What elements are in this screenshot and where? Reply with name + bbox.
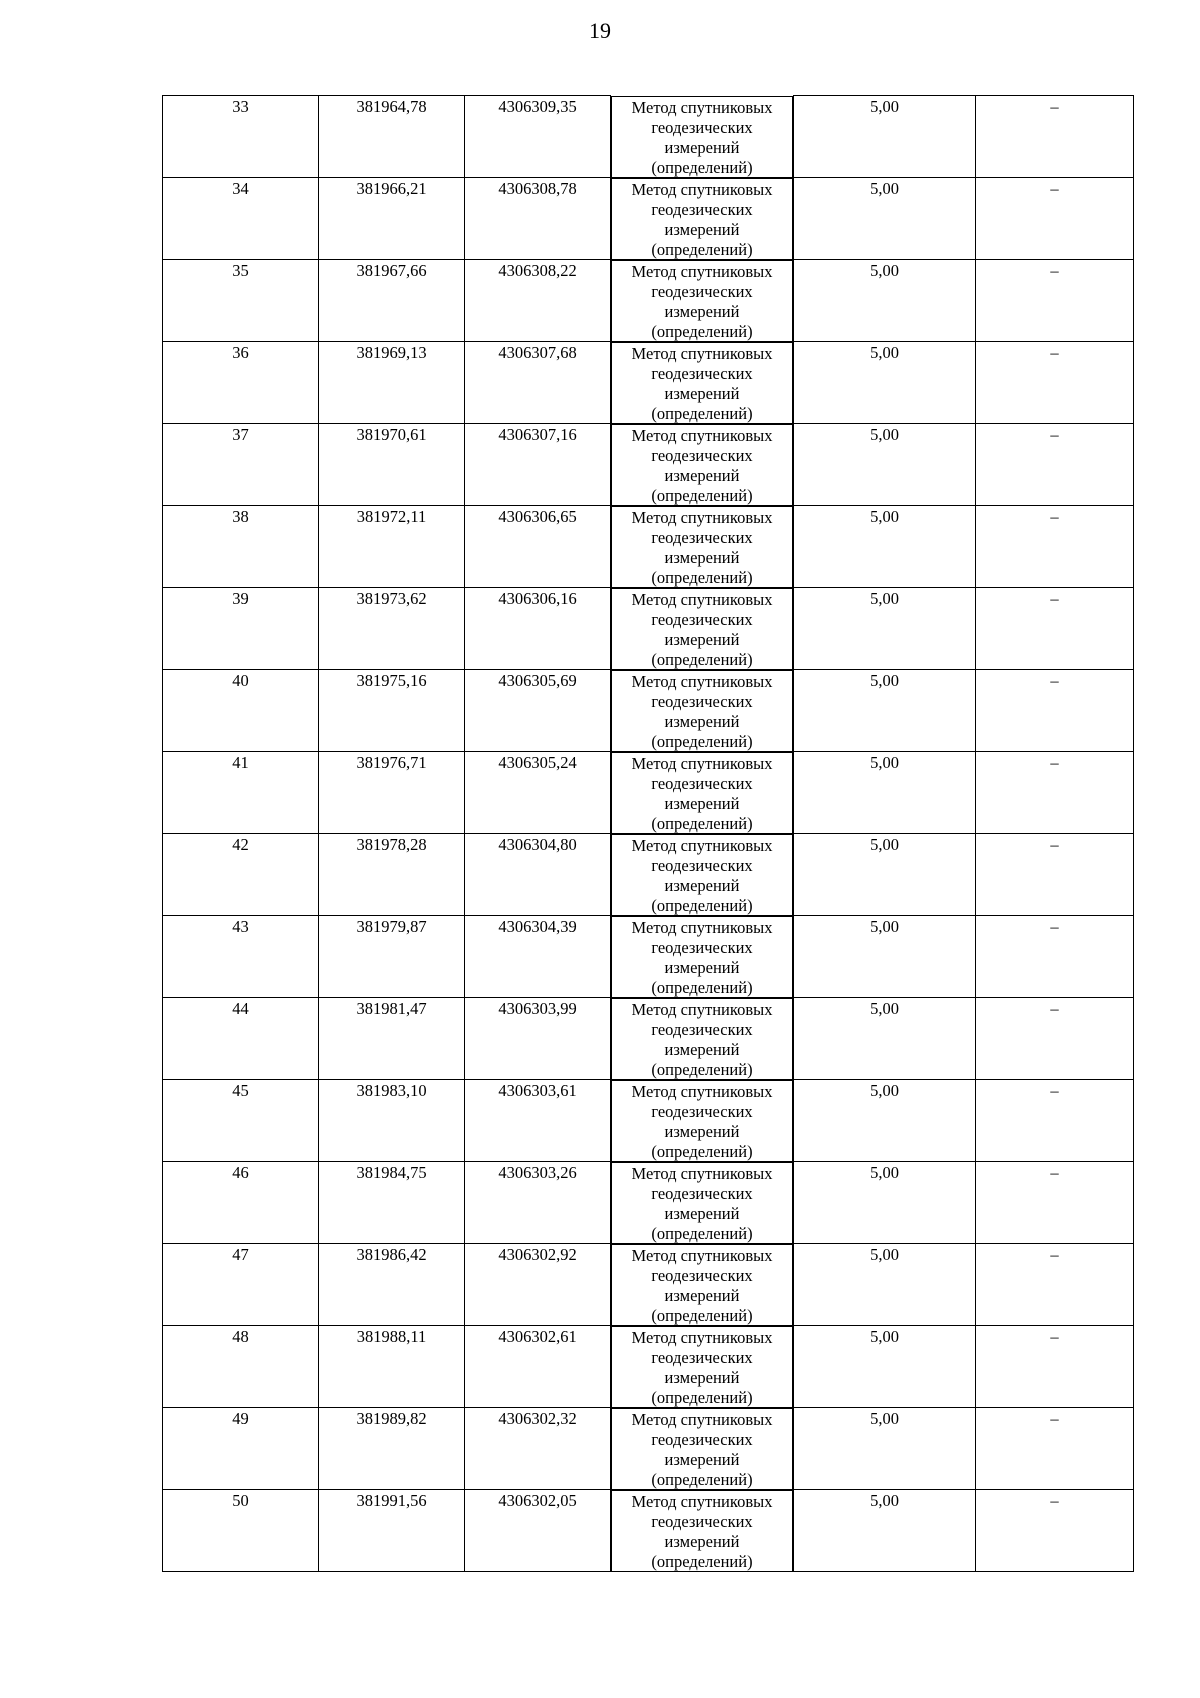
accuracy-cell: 5,00	[794, 424, 976, 506]
description-cell: –	[976, 260, 1134, 342]
y-coordinate-cell: 4306303,26	[465, 1162, 611, 1244]
method-cell: Метод спутниковых геодезических измерений (определений)	[611, 834, 793, 916]
method-cell: Метод спутниковых геодезических измерений (определений)	[611, 1162, 793, 1244]
y-coordinate-cell: 4306303,99	[465, 998, 611, 1080]
point-number-cell: 41	[163, 752, 319, 834]
point-number-cell: 50	[163, 1490, 319, 1572]
accuracy-cell: 5,00	[794, 260, 976, 342]
table-row	[163, 998, 1134, 1080]
point-number-cell: 44	[163, 998, 319, 1080]
point-number-cell: 48	[163, 1326, 319, 1408]
y-coordinate-cell: 4306307,16	[465, 424, 611, 506]
point-number-cell: 33	[163, 96, 319, 178]
table-row	[163, 588, 1134, 670]
description-cell: –	[976, 1408, 1134, 1490]
x-coordinate-cell: 381966,21	[319, 178, 465, 260]
x-coordinate-cell: 381967,66	[319, 260, 465, 342]
point-number-cell: 47	[163, 1244, 319, 1326]
table-row	[163, 1408, 1134, 1490]
x-coordinate-cell: 381986,42	[319, 1244, 465, 1326]
method-cell: Метод спутниковых геодезических измерений (определений)	[611, 1326, 793, 1408]
accuracy-cell: 5,00	[794, 916, 976, 998]
accuracy-cell: 5,00	[794, 342, 976, 424]
table-row	[163, 506, 1134, 588]
method-cell: Метод спутниковых геодезических измерений (определений)	[611, 96, 793, 178]
description-cell: –	[976, 506, 1134, 588]
method-cell: Метод спутниковых геодезических измерений (определений)	[611, 998, 793, 1080]
point-number-cell: 39	[163, 588, 319, 670]
description-cell: –	[976, 1490, 1134, 1572]
point-number-cell: 49	[163, 1408, 319, 1490]
x-coordinate-cell: 381976,71	[319, 752, 465, 834]
point-number-cell: 46	[163, 1162, 319, 1244]
table-row	[163, 670, 1134, 752]
x-coordinate-cell: 381988,11	[319, 1326, 465, 1408]
x-coordinate-cell: 381983,10	[319, 1080, 465, 1162]
accuracy-cell: 5,00	[794, 1080, 976, 1162]
y-coordinate-cell: 4306302,92	[465, 1244, 611, 1326]
table-row	[163, 1490, 1134, 1572]
table-row	[163, 1162, 1134, 1244]
x-coordinate-cell: 381972,11	[319, 506, 465, 588]
y-coordinate-cell: 4306308,22	[465, 260, 611, 342]
description-cell: –	[976, 916, 1134, 998]
table-row	[163, 424, 1134, 506]
table-row	[163, 834, 1134, 916]
description-cell: –	[976, 178, 1134, 260]
table-row	[163, 96, 1134, 178]
accuracy-cell: 5,00	[794, 834, 976, 916]
y-coordinate-cell: 4306303,61	[465, 1080, 611, 1162]
description-cell: –	[976, 588, 1134, 670]
method-cell: Метод спутниковых геодезических измерений (определений)	[611, 178, 793, 260]
x-coordinate-cell: 381964,78	[319, 96, 465, 178]
description-cell: –	[976, 1244, 1134, 1326]
table-row	[163, 1080, 1134, 1162]
description-cell: –	[976, 96, 1134, 178]
method-cell: Метод спутниковых геодезических измерений (определений)	[611, 588, 793, 670]
method-cell: Метод спутниковых геодезических измерений (определений)	[611, 916, 793, 998]
y-coordinate-cell: 4306308,78	[465, 178, 611, 260]
x-coordinate-cell: 381978,28	[319, 834, 465, 916]
method-cell: Метод спутниковых геодезических измерений (определений)	[611, 506, 793, 588]
table-row	[163, 1244, 1134, 1326]
y-coordinate-cell: 4306302,05	[465, 1490, 611, 1572]
description-cell: –	[976, 342, 1134, 424]
accuracy-cell: 5,00	[794, 1326, 976, 1408]
x-coordinate-cell: 381975,16	[319, 670, 465, 752]
y-coordinate-cell: 4306309,35	[465, 96, 611, 178]
coordinates-table	[162, 95, 1134, 1572]
x-coordinate-cell: 381979,87	[319, 916, 465, 998]
method-cell: Метод спутниковых геодезических измерений (определений)	[611, 342, 793, 424]
accuracy-cell: 5,00	[794, 998, 976, 1080]
accuracy-cell: 5,00	[794, 670, 976, 752]
description-cell: –	[976, 670, 1134, 752]
method-cell: Метод спутниковых геодезических измерений (определений)	[611, 424, 793, 506]
method-cell: Метод спутниковых геодезических измерений (определений)	[611, 1490, 793, 1572]
y-coordinate-cell: 4306304,80	[465, 834, 611, 916]
y-coordinate-cell: 4306302,32	[465, 1408, 611, 1490]
x-coordinate-cell: 381970,61	[319, 424, 465, 506]
description-cell: –	[976, 1326, 1134, 1408]
y-coordinate-cell: 4306307,68	[465, 342, 611, 424]
description-cell: –	[976, 998, 1134, 1080]
x-coordinate-cell: 381989,82	[319, 1408, 465, 1490]
method-cell: Метод спутниковых геодезических измерений (определений)	[611, 670, 793, 752]
description-cell: –	[976, 834, 1134, 916]
accuracy-cell: 5,00	[794, 752, 976, 834]
y-coordinate-cell: 4306306,16	[465, 588, 611, 670]
table-row	[163, 1326, 1134, 1408]
accuracy-cell: 5,00	[794, 588, 976, 670]
table-row	[163, 752, 1134, 834]
x-coordinate-cell: 381969,13	[319, 342, 465, 424]
method-cell: Метод спутниковых геодезических измерений (определений)	[611, 260, 793, 342]
point-number-cell: 37	[163, 424, 319, 506]
description-cell: –	[976, 1162, 1134, 1244]
accuracy-cell: 5,00	[794, 1162, 976, 1244]
y-coordinate-cell: 4306305,24	[465, 752, 611, 834]
method-cell: Метод спутниковых геодезических измерений (определений)	[611, 1080, 793, 1162]
coordinates-table-body	[163, 96, 1134, 1572]
accuracy-cell: 5,00	[794, 178, 976, 260]
method-cell: Метод спутниковых геодезических измерений (определений)	[611, 1408, 793, 1490]
point-number-cell: 42	[163, 834, 319, 916]
accuracy-cell: 5,00	[794, 506, 976, 588]
method-cell: Метод спутниковых геодезических измерений (определений)	[611, 752, 793, 834]
x-coordinate-cell: 381981,47	[319, 998, 465, 1080]
description-cell: –	[976, 752, 1134, 834]
table-row	[163, 260, 1134, 342]
point-number-cell: 43	[163, 916, 319, 998]
point-number-cell: 40	[163, 670, 319, 752]
accuracy-cell: 5,00	[794, 1408, 976, 1490]
accuracy-cell: 5,00	[794, 96, 976, 178]
description-cell: –	[976, 1080, 1134, 1162]
y-coordinate-cell: 4306306,65	[465, 506, 611, 588]
description-cell: –	[976, 424, 1134, 506]
table-row	[163, 342, 1134, 424]
point-number-cell: 34	[163, 178, 319, 260]
point-number-cell: 38	[163, 506, 319, 588]
page-number: 19	[589, 18, 611, 43]
y-coordinate-cell: 4306302,61	[465, 1326, 611, 1408]
point-number-cell: 45	[163, 1080, 319, 1162]
method-cell: Метод спутниковых геодезических измерений (определений)	[611, 1244, 793, 1326]
y-coordinate-cell: 4306305,69	[465, 670, 611, 752]
point-number-cell: 36	[163, 342, 319, 424]
accuracy-cell: 5,00	[794, 1244, 976, 1326]
point-number-cell: 35	[163, 260, 319, 342]
table-row	[163, 178, 1134, 260]
x-coordinate-cell: 381984,75	[319, 1162, 465, 1244]
table-row	[163, 916, 1134, 998]
y-coordinate-cell: 4306304,39	[465, 916, 611, 998]
x-coordinate-cell: 381973,62	[319, 588, 465, 670]
accuracy-cell: 5,00	[794, 1490, 976, 1572]
x-coordinate-cell: 381991,56	[319, 1490, 465, 1572]
